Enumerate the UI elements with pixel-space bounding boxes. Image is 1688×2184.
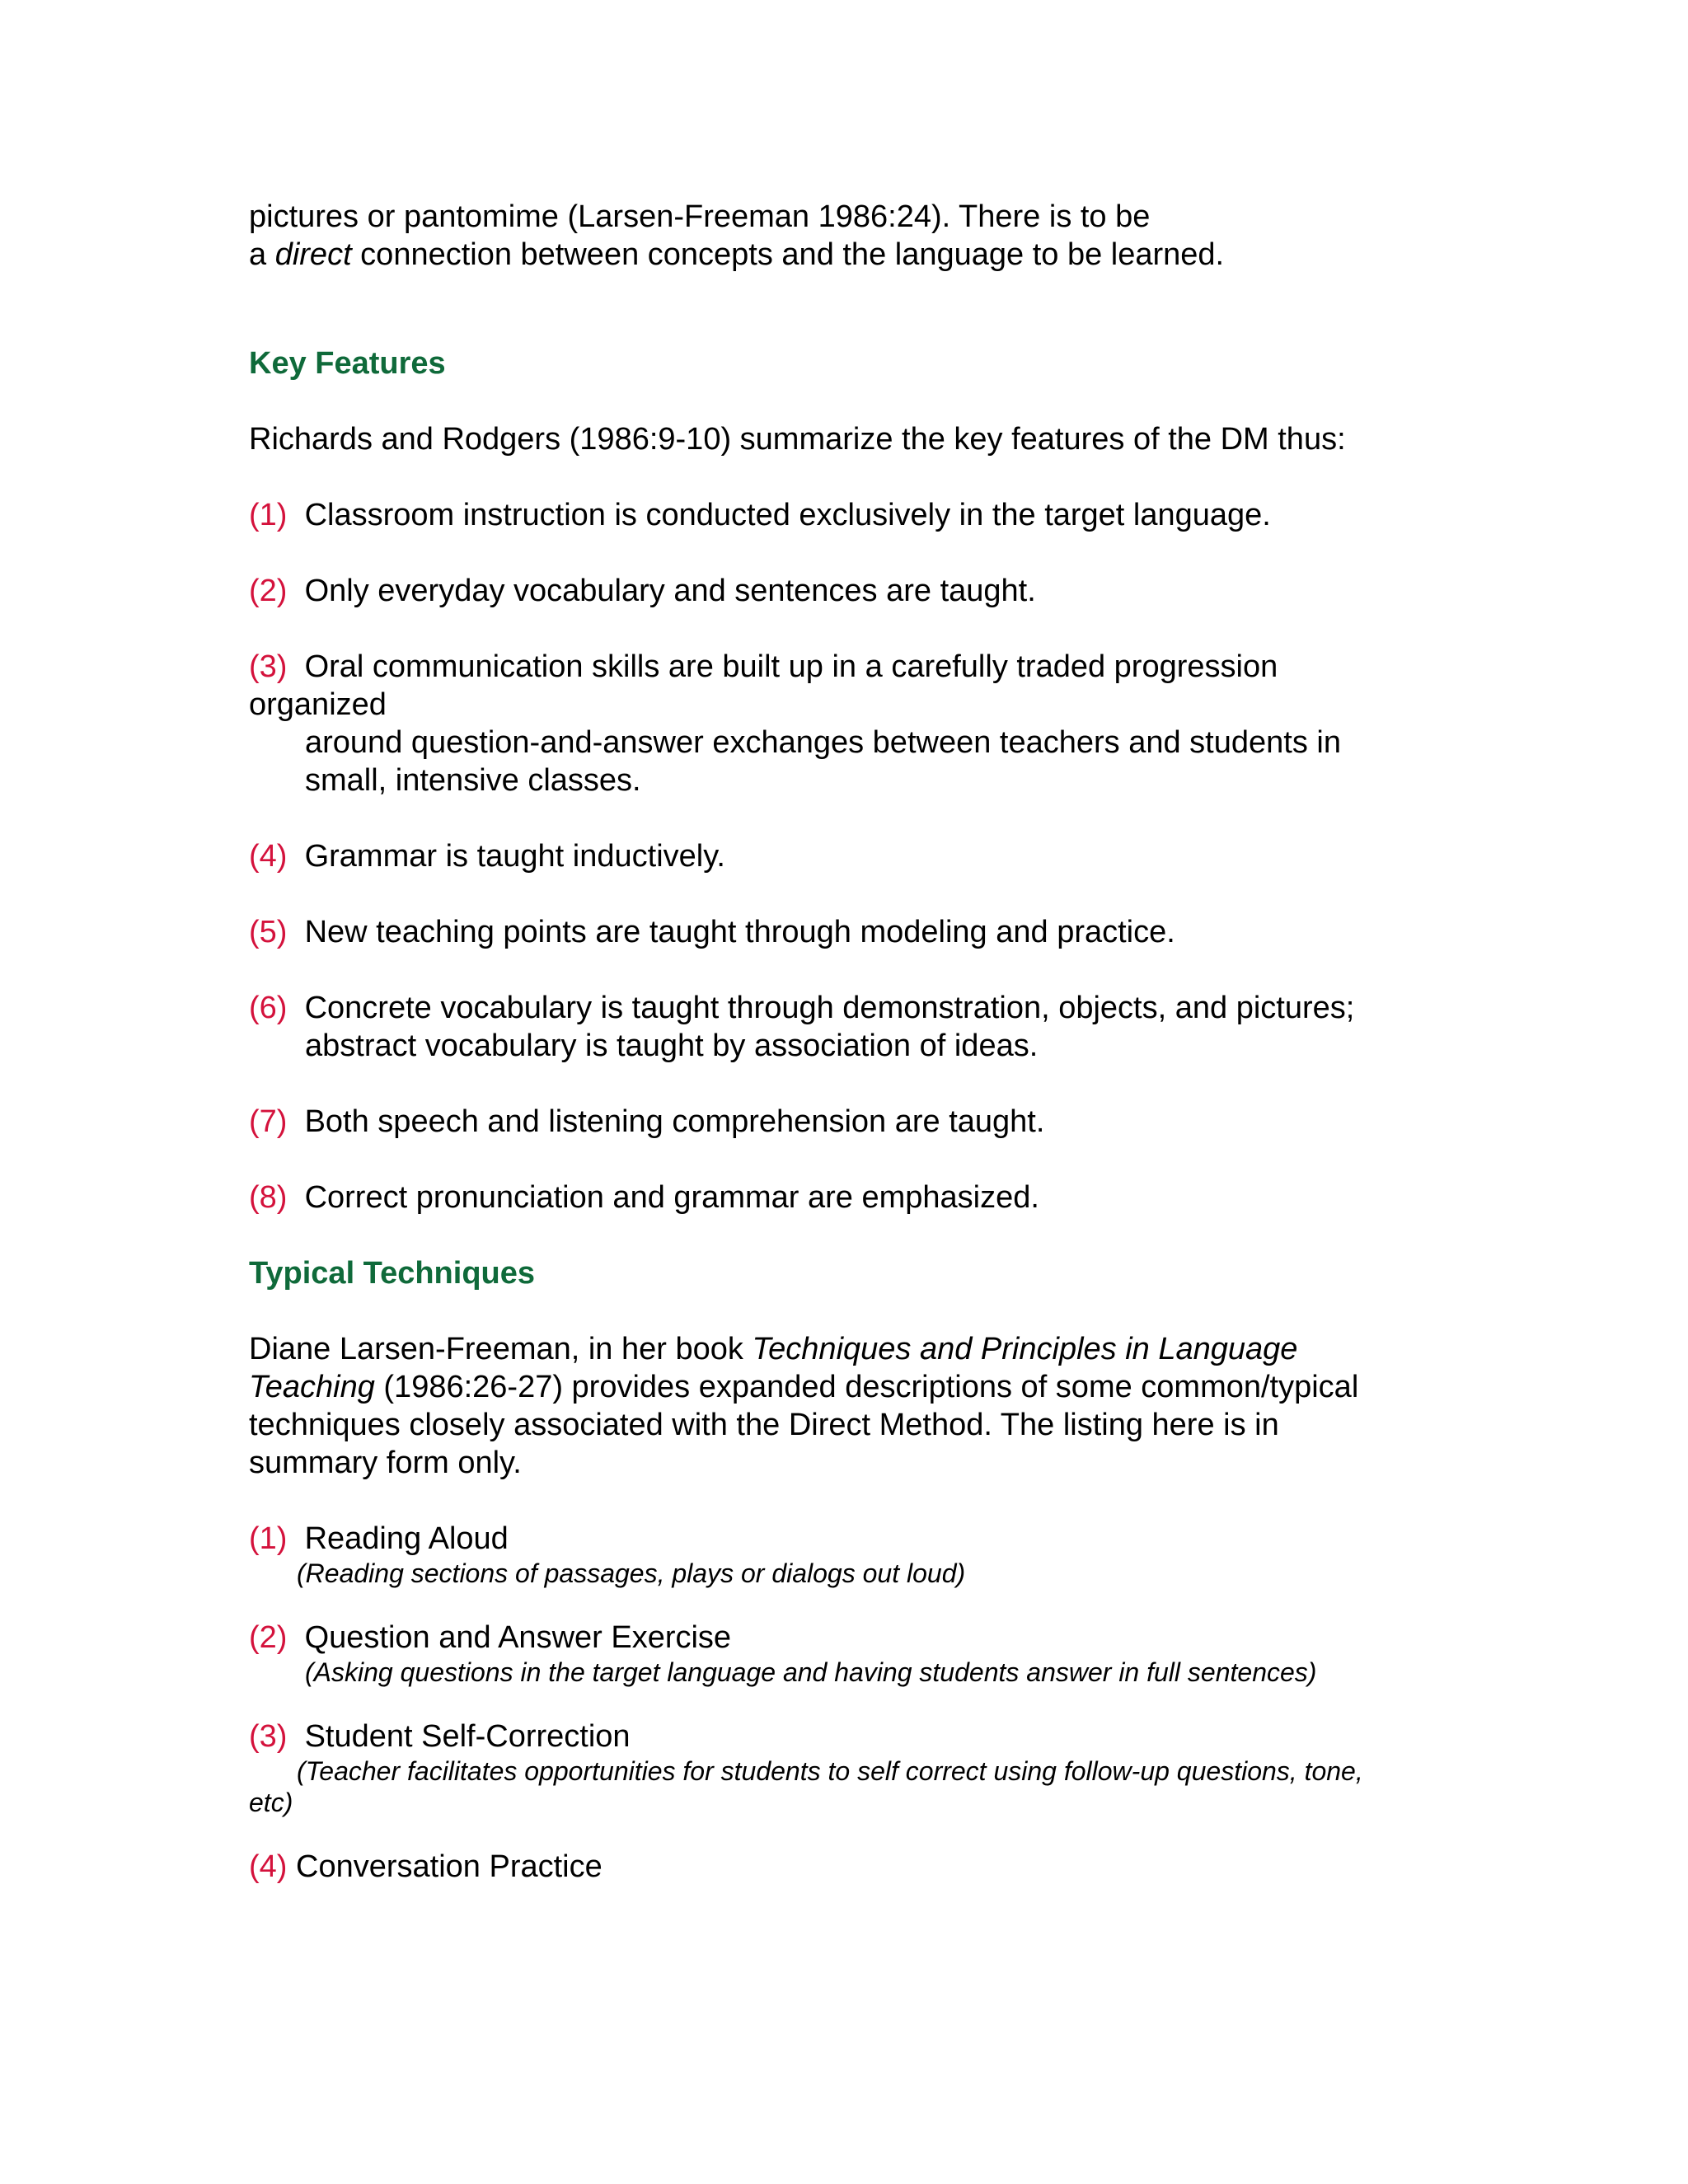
item-number: (4) [249,839,288,874]
typical-techniques-heading: Typical Techniques [249,1256,536,1291]
item-number: (8) [249,1180,288,1215]
item-text: Oral communication skills are built up in a carefully traded progression [304,649,1278,684]
list-item [249,496,1452,534]
technique-title-line [249,1718,1452,1755]
technique-item [249,1848,1452,1886]
item-number: (4) [249,1849,288,1884]
technique-description: (Asking questions in the target language and having students answer in full sentences) [305,1657,1317,1687]
item-number: (1) [249,498,288,532]
item-wrap-line: organized [249,687,387,722]
item-number: (6) [249,991,288,1025]
technique-description-wrap: etc) [249,1788,293,1817]
item-text: New teaching points are taught through modeling and practice. [304,915,1175,949]
list-item [249,1103,1452,1141]
list-item [249,989,1452,1065]
list-item [249,648,1452,799]
technique-title: Reading Aloud [304,1521,509,1556]
techniques-lead-line-3: techniques closely associated with the Direct Method. The listing here is in [249,1408,1279,1442]
technique-description: (Reading sections of passages, plays or dialogs out loud) [297,1558,966,1588]
list-item [249,913,1452,951]
intro-emphasis: direct [274,237,352,272]
item-text: Correct pronunciation and grammar are emphasized. [304,1180,1039,1215]
item-number: (1) [249,1521,288,1556]
intro-line-2-start: a [249,237,275,272]
technique-title: Question and Answer Exercise [304,1620,732,1655]
item-number: (5) [249,915,288,949]
item-text: Grammar is taught inductively. [304,839,725,874]
list-item [249,1179,1452,1216]
technique-item [249,1718,1452,1818]
item-text: Only everyday vocabulary and sentences are taught. [304,574,1036,608]
techniques-lead-line-2 [249,1368,1452,1406]
technique-item [249,1619,1452,1688]
intro-paragraph [249,198,1452,274]
item-continuation: around question-and-answer exchanges between teachers and students in [305,725,1341,760]
technique-title-line [249,1848,1452,1886]
intro-line-2 [249,236,1452,274]
lead-text-middle: (1986:26-27) provides expanded descriptions of some common/typical [374,1370,1359,1404]
technique-item [249,1520,1452,1589]
item-line [249,989,1452,1027]
book-title-part-2: Teaching [249,1370,375,1404]
techniques-lead-line-1 [249,1330,1452,1368]
technique-description: (Teacher facilitates opportunities for students to self correct using follow-up questions, tone, [297,1756,1363,1786]
item-number: (3) [249,649,288,684]
technique-title: Student Self-Correction [304,1719,631,1754]
techniques-list [249,1520,1452,1886]
item-number: (3) [249,1719,288,1754]
item-text: Both speech and listening comprehension are taught. [304,1104,1045,1139]
intro-line-2-end: connection between concepts and the language to be learned. [351,237,1225,272]
page-content [249,198,1452,1915]
item-text: Classroom instruction is conducted exclusively in the target language. [304,498,1271,532]
item-number: (7) [249,1104,288,1139]
key-features-list [249,496,1452,1216]
item-text: Concrete vocabulary is taught through demonstration, objects, and pictures; [304,991,1355,1025]
intro-line-1: pictures or pantomime (Larsen-Freeman 1986:24). There is to be [249,199,1151,234]
technique-title-line [249,1619,1452,1657]
lead-text-start: Diane Larsen-Freeman, in her book [249,1332,753,1366]
item-number: (2) [249,1620,288,1655]
book-title-part-1: Techniques and Principles in Language [752,1332,1298,1366]
techniques-lead-line-4: summary form only. [249,1446,522,1480]
item-line [249,648,1452,686]
key-features-heading: Key Features [249,346,446,381]
key-features-lead: Richards and Rodgers (1986:9-10) summarize the key features of the DM thus: [249,422,1346,457]
item-number: (2) [249,574,288,608]
technique-title-line [249,1520,1452,1558]
list-item [249,572,1452,610]
item-continuation: abstract vocabulary is taught by association of ideas. [305,1029,1039,1063]
techniques-lead [249,1330,1452,1482]
list-item [249,837,1452,875]
technique-title: Conversation Practice [296,1849,603,1884]
item-continuation: small, intensive classes. [305,763,641,798]
